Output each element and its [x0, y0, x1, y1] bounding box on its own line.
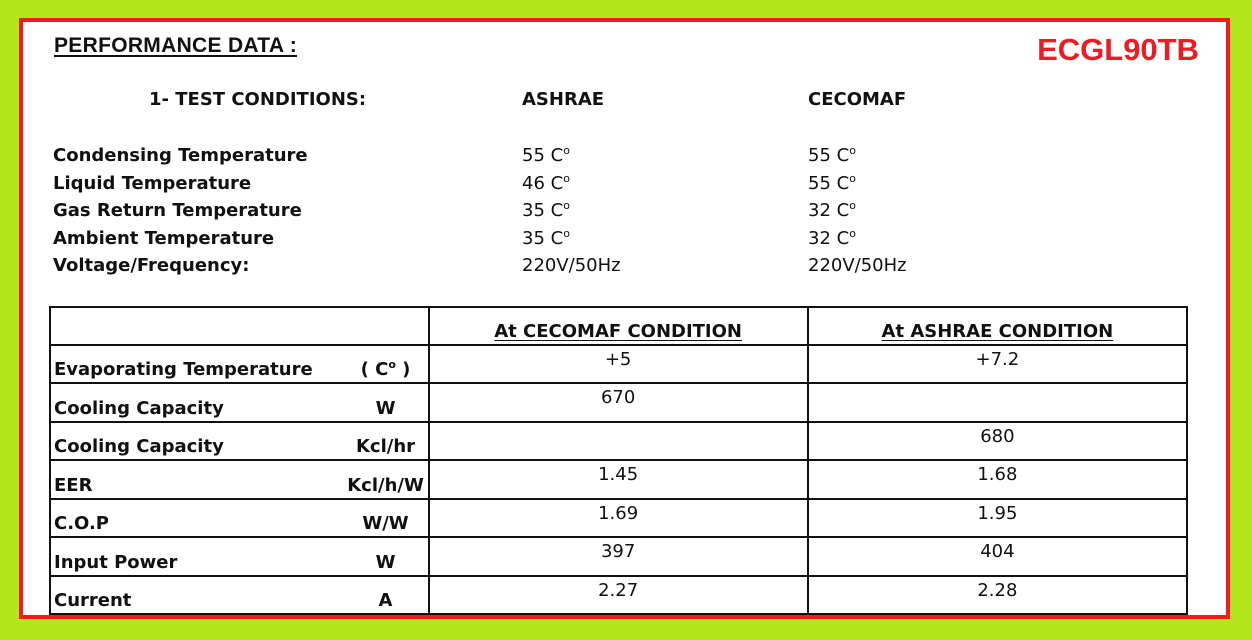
row-unit: A: [344, 576, 429, 615]
table-header-blank: [50, 307, 429, 345]
cell-ashrae-value: 404: [808, 537, 1187, 576]
test-conditions-heading: 1- TEST CONDITIONS:: [149, 89, 367, 110]
condition-cecomaf-value: 55 $C^o$: [808, 144, 856, 166]
standard-cecomaf-heading: CECOMAF: [808, 89, 907, 110]
row-parameter: EER: [50, 460, 344, 499]
cell-cecomaf-value: 2.27: [429, 576, 808, 615]
condition-cecomaf-value: 55 $C^o$: [808, 171, 856, 194]
condition-ashrae-value: 35 $C^o$: [522, 226, 570, 249]
cell-cecomaf-value: [429, 422, 808, 461]
table-row: [50, 576, 1187, 615]
condition-label: Gas Return Temperature: [53, 200, 302, 222]
row-parameter: Cooling Capacity: [50, 383, 344, 422]
condition-row-ambient: [23, 225, 1226, 253]
column-header-cecomaf: At CECOMAF CONDITION: [429, 307, 808, 345]
table-row: [50, 383, 1187, 422]
table-row: [50, 460, 1187, 499]
condition-label: Ambient Temperature: [53, 227, 275, 249]
table-row: [50, 499, 1187, 538]
cell-cecomaf-value: +5: [429, 345, 808, 384]
test-conditions-list: [23, 142, 1226, 280]
standard-ashrae-heading: ASHRAE: [522, 89, 605, 110]
condition-cecomaf-value: 32 $C^o$: [808, 226, 856, 249]
cell-ashrae-value: +7.2: [808, 345, 1187, 384]
model-number: ECGL90TB: [1037, 32, 1199, 67]
row-unit: ( $C^o$ ): [344, 345, 429, 384]
table-row: [50, 422, 1187, 461]
condition-row-liquid: [23, 170, 1226, 198]
performance-table: [49, 306, 1188, 615]
row-parameter: C.O.P: [50, 499, 344, 538]
page-title: PERFORMANCE DATA :: [54, 34, 297, 57]
condition-label: Voltage/Frequency:: [53, 255, 250, 277]
row-unit: W: [344, 383, 429, 422]
condition-ashrae-value: 46 $C^o$: [522, 171, 570, 194]
row-parameter: Current: [50, 576, 344, 615]
condition-label: Liquid Temperature: [53, 172, 252, 194]
row-parameter: Input Power: [50, 537, 344, 576]
cell-cecomaf-value: 670: [429, 383, 808, 422]
cell-ashrae-value: 680: [808, 422, 1187, 461]
table-row: [50, 537, 1187, 576]
condition-cecomaf-value: 220V/50Hz: [808, 255, 907, 277]
condition-ashrae-value: 35 $C^o$: [522, 199, 570, 222]
table-header-row: [50, 307, 1187, 345]
condition-ashrae-value: 55 $C^o$: [522, 144, 570, 166]
condition-label: Condensing Temperature: [53, 145, 308, 166]
row-unit: Kcl/h/W: [344, 460, 429, 499]
cell-cecomaf-value: 1.45: [429, 460, 808, 499]
cell-cecomaf-value: 1.69: [429, 499, 808, 538]
condition-cecomaf-value: 32 $C^o$: [808, 199, 856, 222]
cell-ashrae-value: 1.95: [808, 499, 1187, 538]
cell-ashrae-value: [808, 383, 1187, 422]
performance-sheet: [19, 18, 1230, 619]
cell-ashrae-value: 2.28: [808, 576, 1187, 615]
row-parameter: Cooling Capacity: [50, 422, 344, 461]
row-unit: W: [344, 537, 429, 576]
condition-row-condensing: [23, 142, 1226, 170]
row-parameter: Evaporating Temperature: [50, 345, 344, 384]
column-header-ashrae: At ASHRAE CONDITION: [808, 307, 1187, 345]
cell-ashrae-value: 1.68: [808, 460, 1187, 499]
table-row: [50, 345, 1187, 384]
condition-row-gas-return: [23, 197, 1226, 225]
row-unit: W/W: [344, 499, 429, 538]
condition-row-voltage: [23, 252, 1226, 280]
row-unit: Kcl/hr: [344, 422, 429, 461]
condition-ashrae-value: 220V/50Hz: [522, 255, 621, 277]
cell-cecomaf-value: 397: [429, 537, 808, 576]
